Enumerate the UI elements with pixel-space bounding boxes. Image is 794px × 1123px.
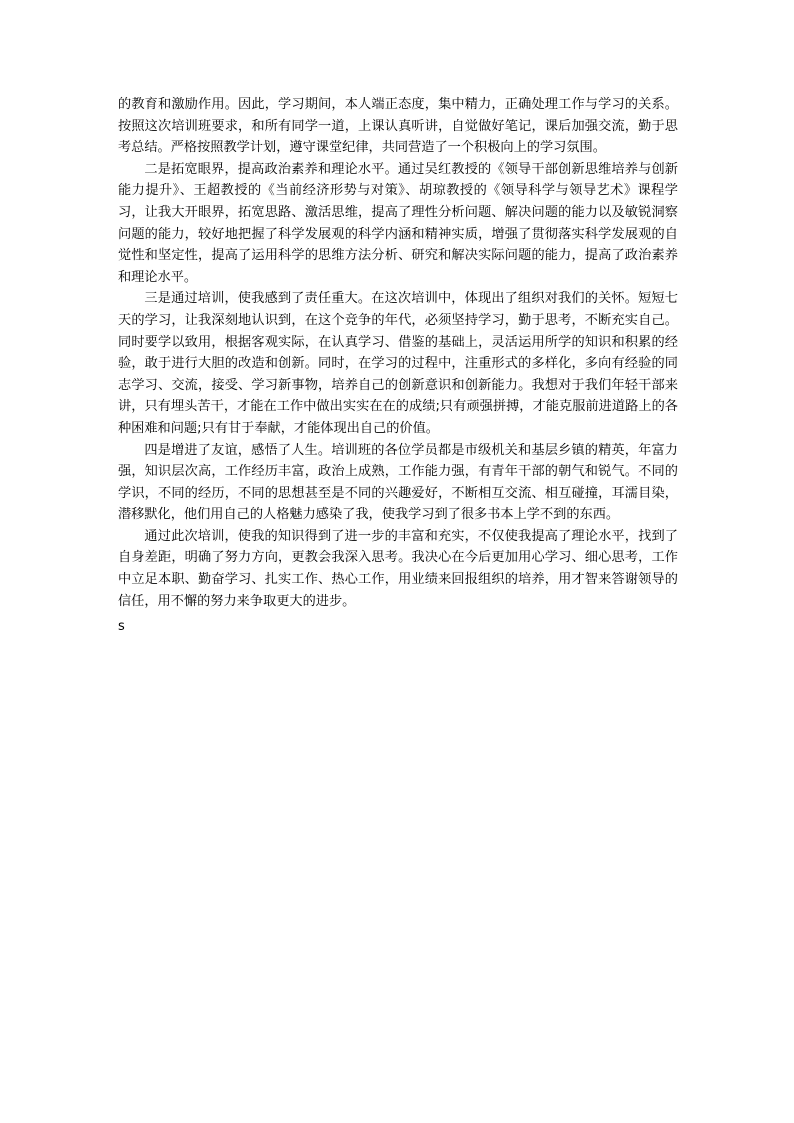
paragraph-point-two: 二是拓宽眼界，提高政治素养和理论水平。通过吴红教授的《领导干部创新思维培养与创新能力提升》、王超教授的《当前经济形势与对策》、胡琼教授的《领导科学与领导艺术》课程学习，让我大开眼界，拓宽思路、激活思维，提高了理性分析问题、解决问题的能力以及敏锐洞察问题的能力，较好地把握了科学发展观的科学内涵和精神实质，增强了贯彻落实科学发展观的自觉性和坚定性，提高了运用科学的思维方法分析、研究和解决实际问题的能力，提高了政治素养和理论水平。 — [118, 161, 678, 285]
paragraph-continuation: 的教育和激励作用。因此，学习期间，本人端正态度，集中精力，正确处理工作与学习的关系。按照这次培训班要求，和所有同学一道，上课认真听讲，自觉做好笔记，课后加强交流，勤于思考总结。严格按照教学计划，遵守课堂纪律，共同营造了一个积极向上的学习氛围。 — [118, 97, 678, 156]
paragraph-conclusion: 通过此次培训，使我的知识得到了进一步的丰富和充实，不仅使我提高了理论水平，找到了自身差距，明确了努力方向，更教会我深入思考。我决心在今后更加用心学习、细心思考，工作中立足本职、勤奋学习、扎实工作、热心工作，用业绩来回报组织的培养，用才智来答谢领导的信任，用不懈的努力来争取更大的进步。 — [118, 528, 678, 609]
paragraph-point-three: 三是通过培训，使我感到了责任重大。在这次培训中，体现出了组织对我们的关怀。短短七天的学习，让我深刻地认识到，在这个竞争的年代，必须坚持学习，勤于思考，不断充实自己。同时要学以致用，根据客观实际，在认真学习、借鉴的基础上，灵活运用所学的知识和积累的经验，敢于进行大胆的改造和创新。同时，在学习的过程中，注重形式的多样化，多向有经验的同志学习、交流，接受、学习新事物，培养自己的创新意识和创新能力。我想对于我们年轻干部来讲，只有埋头苦干，才能在工作中做出实实在在的成绩;只有顽强拼搏，才能克服前进道路上的各种困难和问题;只有甘于奉献，才能体现出自己的价值。 — [118, 291, 678, 436]
document-body — [118, 94, 678, 612]
paragraph-point-four: 四是增进了友谊，感悟了人生。培训班的各位学员都是市级机关和基层乡镇的精英，年富力强，知识层次高，工作经历丰富，政治上成熟，工作能力强，有青年干部的朝气和锐气。不同的学识，不同的经历，不同的思想甚至是不同的兴趣爱好，不断相互交流、相互碰撞，耳濡目染，潜移默化，他们用自己的人格魅力感染了我，使我学习到了很多书本上学不到的东西。 — [118, 442, 678, 523]
trailing-mark: s — [118, 619, 125, 634]
